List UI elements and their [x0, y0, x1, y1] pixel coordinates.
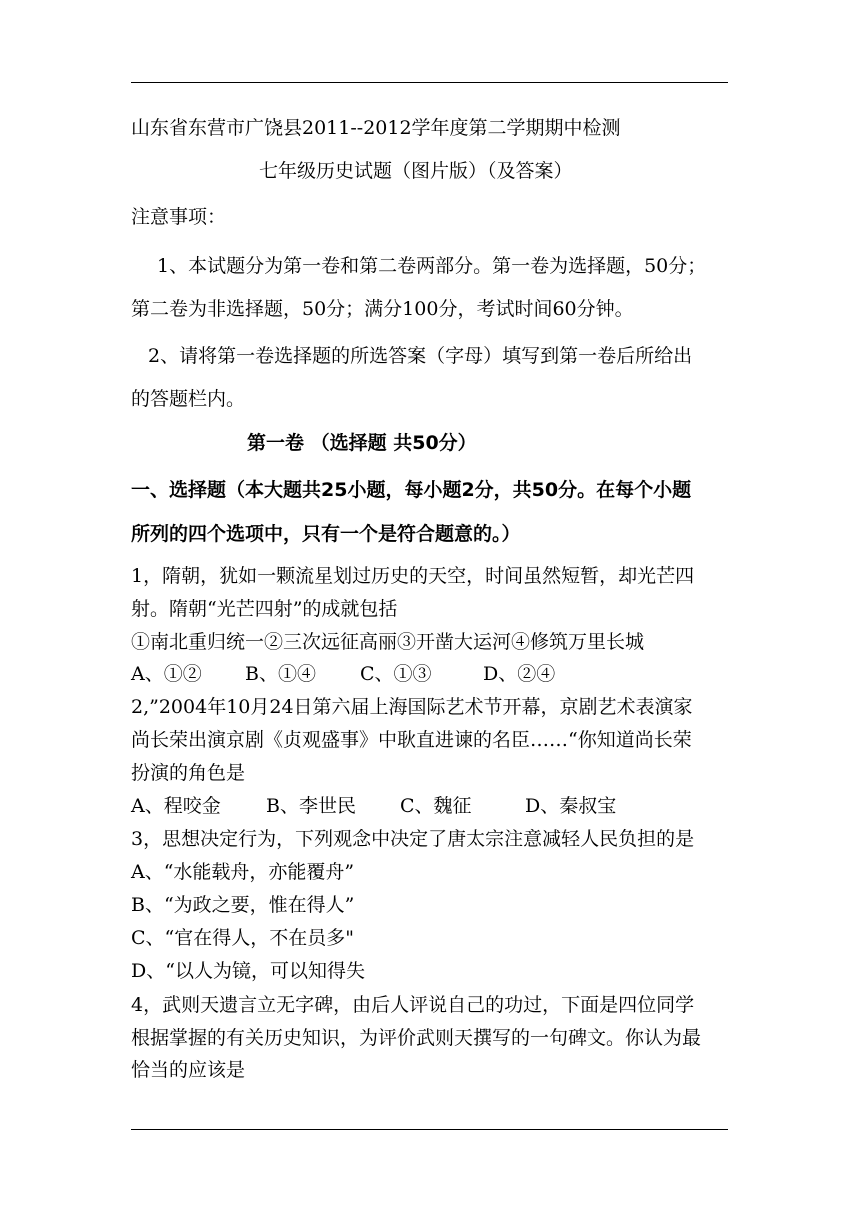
notes-item-1-line-2: 第二卷为非选择题，50分；满分100分，考试时间60分钟。	[131, 298, 634, 320]
question-2-line-2: 尚长荣出演京剧《贞观盛事》中耿直进谏的名臣……“你知道尚长荣	[131, 729, 692, 751]
question-4-line-1: 4，武则天遗言立无字碑，由后人评说自己的功过，下面是四位同学	[131, 994, 695, 1016]
question-3-option-b: B、“为政之要，惟在得人”	[131, 894, 355, 916]
document-subtitle: 七年级历史试题（图片版）（及答案）	[259, 160, 573, 182]
question-3-option-d: D、“以人为镜，可以知得失	[131, 960, 365, 982]
question-1-line-2: 射。隋朝“光芒四射”的成就包括	[131, 598, 398, 620]
question-2-option-b: B、李世民	[266, 795, 356, 817]
question-1-line-1: 1，隋朝，犹如一颗流星划过历史的天空，时间虽然短暂，却光芒四	[131, 565, 695, 587]
question-1-line-3: ①南北重归统一②三次远征高丽③开凿大运河④修筑万里长城	[131, 631, 645, 653]
section-instruction-line-1: 一、选择题（本大题共25小题，每小题2分，共50分。在每个小题	[131, 479, 692, 501]
document-title: 山东省东营市广饶县2011--2012学年度第二学期期中检测	[131, 117, 621, 139]
question-2-option-a: A、程咬金	[131, 795, 221, 817]
notes-item-1-line-1: 1、本试题分为第一卷和第二卷两部分。第一卷为选择题，50分；	[157, 255, 707, 277]
question-1-option-b: B、①④	[245, 663, 316, 685]
question-1-option-d: D、②④	[483, 663, 556, 685]
header-rule	[131, 82, 728, 83]
footer-rule	[131, 1129, 728, 1130]
question-3-option-a: A、“水能载舟，亦能覆舟”	[131, 861, 355, 883]
question-2-line-3: 扮演的角色是	[131, 762, 246, 784]
section-instruction-line-2: 所列的四个选项中，只有一个是符合题意的。）	[131, 523, 521, 545]
section-title: 第一卷 （选择题 共50分）	[247, 432, 477, 454]
notes-item-2-line-1: 2、请将第一卷选择题的所选答案（字母）填写到第一卷后所给出	[148, 345, 693, 367]
notes-item-2-line-2: 的答题栏内。	[131, 388, 246, 410]
notes-heading: 注意事项：	[131, 206, 227, 228]
question-3-option-c: C、“官在得人，不在员多"	[131, 927, 354, 949]
question-1-option-a: A、①②	[131, 663, 202, 685]
question-3-line-1: 3，思想决定行为，下列观念中决定了唐太宗注意减轻人民负担的是	[131, 828, 695, 850]
question-2-option-c: C、魏征	[400, 795, 472, 817]
question-4-line-3: 恰当的应该是	[131, 1059, 246, 1081]
question-4-line-2: 根据掌握的有关历史知识，为评价武则天撰写的一句碑文。你认为最	[131, 1027, 702, 1049]
question-1-option-c: C、①③	[360, 663, 432, 685]
question-2-option-d: D、秦叔宝	[525, 795, 617, 817]
question-2-line-1: 2,”2004年10月24日第六届上海国际艺术节开幕，京剧艺术表演家	[131, 696, 693, 718]
